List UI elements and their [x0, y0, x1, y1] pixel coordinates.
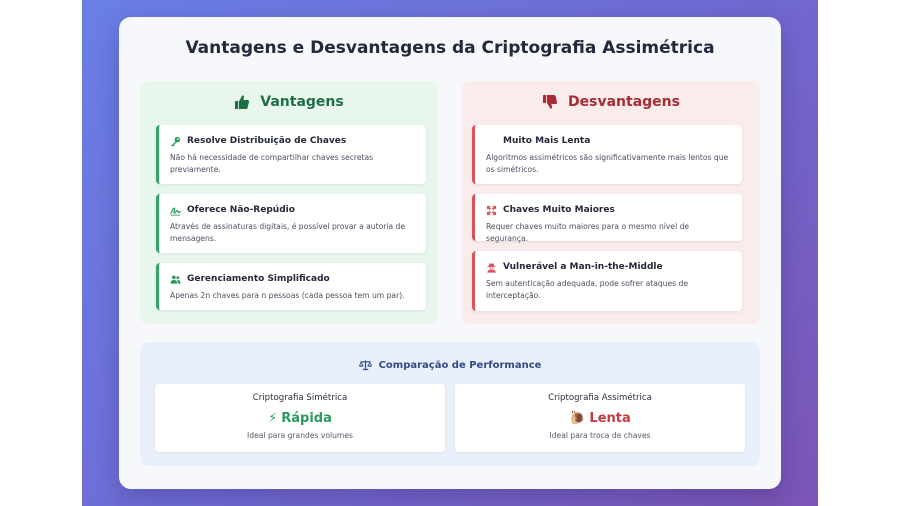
disadvantages-panel: [462, 81, 760, 324]
disadvantage-title: Chaves Muito Maiores: [503, 205, 615, 215]
key-icon: [170, 136, 181, 147]
advantage-item: [156, 194, 426, 253]
card-label: Criptografia Simétrica: [252, 393, 348, 403]
performance-panel: [140, 342, 760, 466]
disadvantage-title: Muito Mais Lenta: [503, 136, 591, 146]
advantage-item: [156, 263, 426, 310]
performance-heading: Comparação de Performance: [378, 359, 542, 371]
disadvantage-description: Algoritmos assimétricos são significativamente mais lentos que os simétricos.: [486, 153, 729, 174]
card-value-text: Lenta: [589, 410, 631, 426]
disadvantage-item: [472, 251, 742, 311]
lightning-icon: ⚡: [268, 410, 278, 426]
signature-icon: [170, 205, 181, 216]
advantage-title: Resolve Distribuição de Chaves: [187, 136, 347, 146]
disadvantage-description: Requer chaves muito maiores para o mesmo nível de segurança.: [486, 222, 690, 243]
card-value: [455, 408, 745, 428]
advantages-header: [140, 93, 438, 111]
performance-header: [140, 358, 760, 372]
advantage-description: Através de assinaturas digitais, é possível provar a autoria de mensagens.: [170, 222, 406, 243]
users-icon: [170, 274, 181, 285]
asymmetric-card: [455, 384, 745, 452]
advantage-item: [156, 125, 426, 184]
advantage-description: Não há necessidade de compartilhar chaves secretas previamente.: [170, 153, 374, 174]
disadvantage-description: Sem autenticação adequada, pode sofrer ataques de interceptação.: [486, 279, 689, 300]
balance-scale-icon: [359, 359, 372, 371]
disadvantages-header: [462, 93, 760, 111]
disadvantage-title: Vulnerável a Man-in-the-Middle: [503, 262, 663, 272]
card-value-text: Rápida: [281, 410, 332, 426]
symmetric-card: [155, 384, 445, 452]
advantage-title: Oferece Não-Repúdio: [187, 205, 295, 215]
advantages-panel: [140, 81, 438, 324]
thumbs-up-icon: [234, 94, 250, 110]
disadvantage-item: [472, 194, 742, 241]
page-title: Vantagens e Desvantagens da Criptografia Assimétrica: [185, 38, 715, 58]
card-note: Ideal para grandes volumes: [247, 431, 353, 440]
card-note: Ideal para troca de chaves: [549, 431, 651, 440]
disadvantage-item: [472, 125, 742, 184]
card-label: Criptografia Assimétrica: [548, 393, 652, 403]
disadvantages-heading: Desvantagens: [568, 94, 680, 110]
snail-icon: 🐌: [569, 410, 586, 426]
advantage-description: Apenas 2n chaves para n pessoas (cada pessoa tem um par).: [170, 291, 405, 300]
advantages-heading: Vantagens: [260, 94, 344, 110]
clock-icon: [486, 136, 497, 147]
expand-icon: [486, 205, 497, 216]
thumbs-down-icon: [542, 94, 558, 110]
card-value: [155, 408, 445, 428]
advantage-title: Gerenciamento Simplificado: [187, 274, 330, 284]
user-secret-icon: [486, 262, 497, 273]
